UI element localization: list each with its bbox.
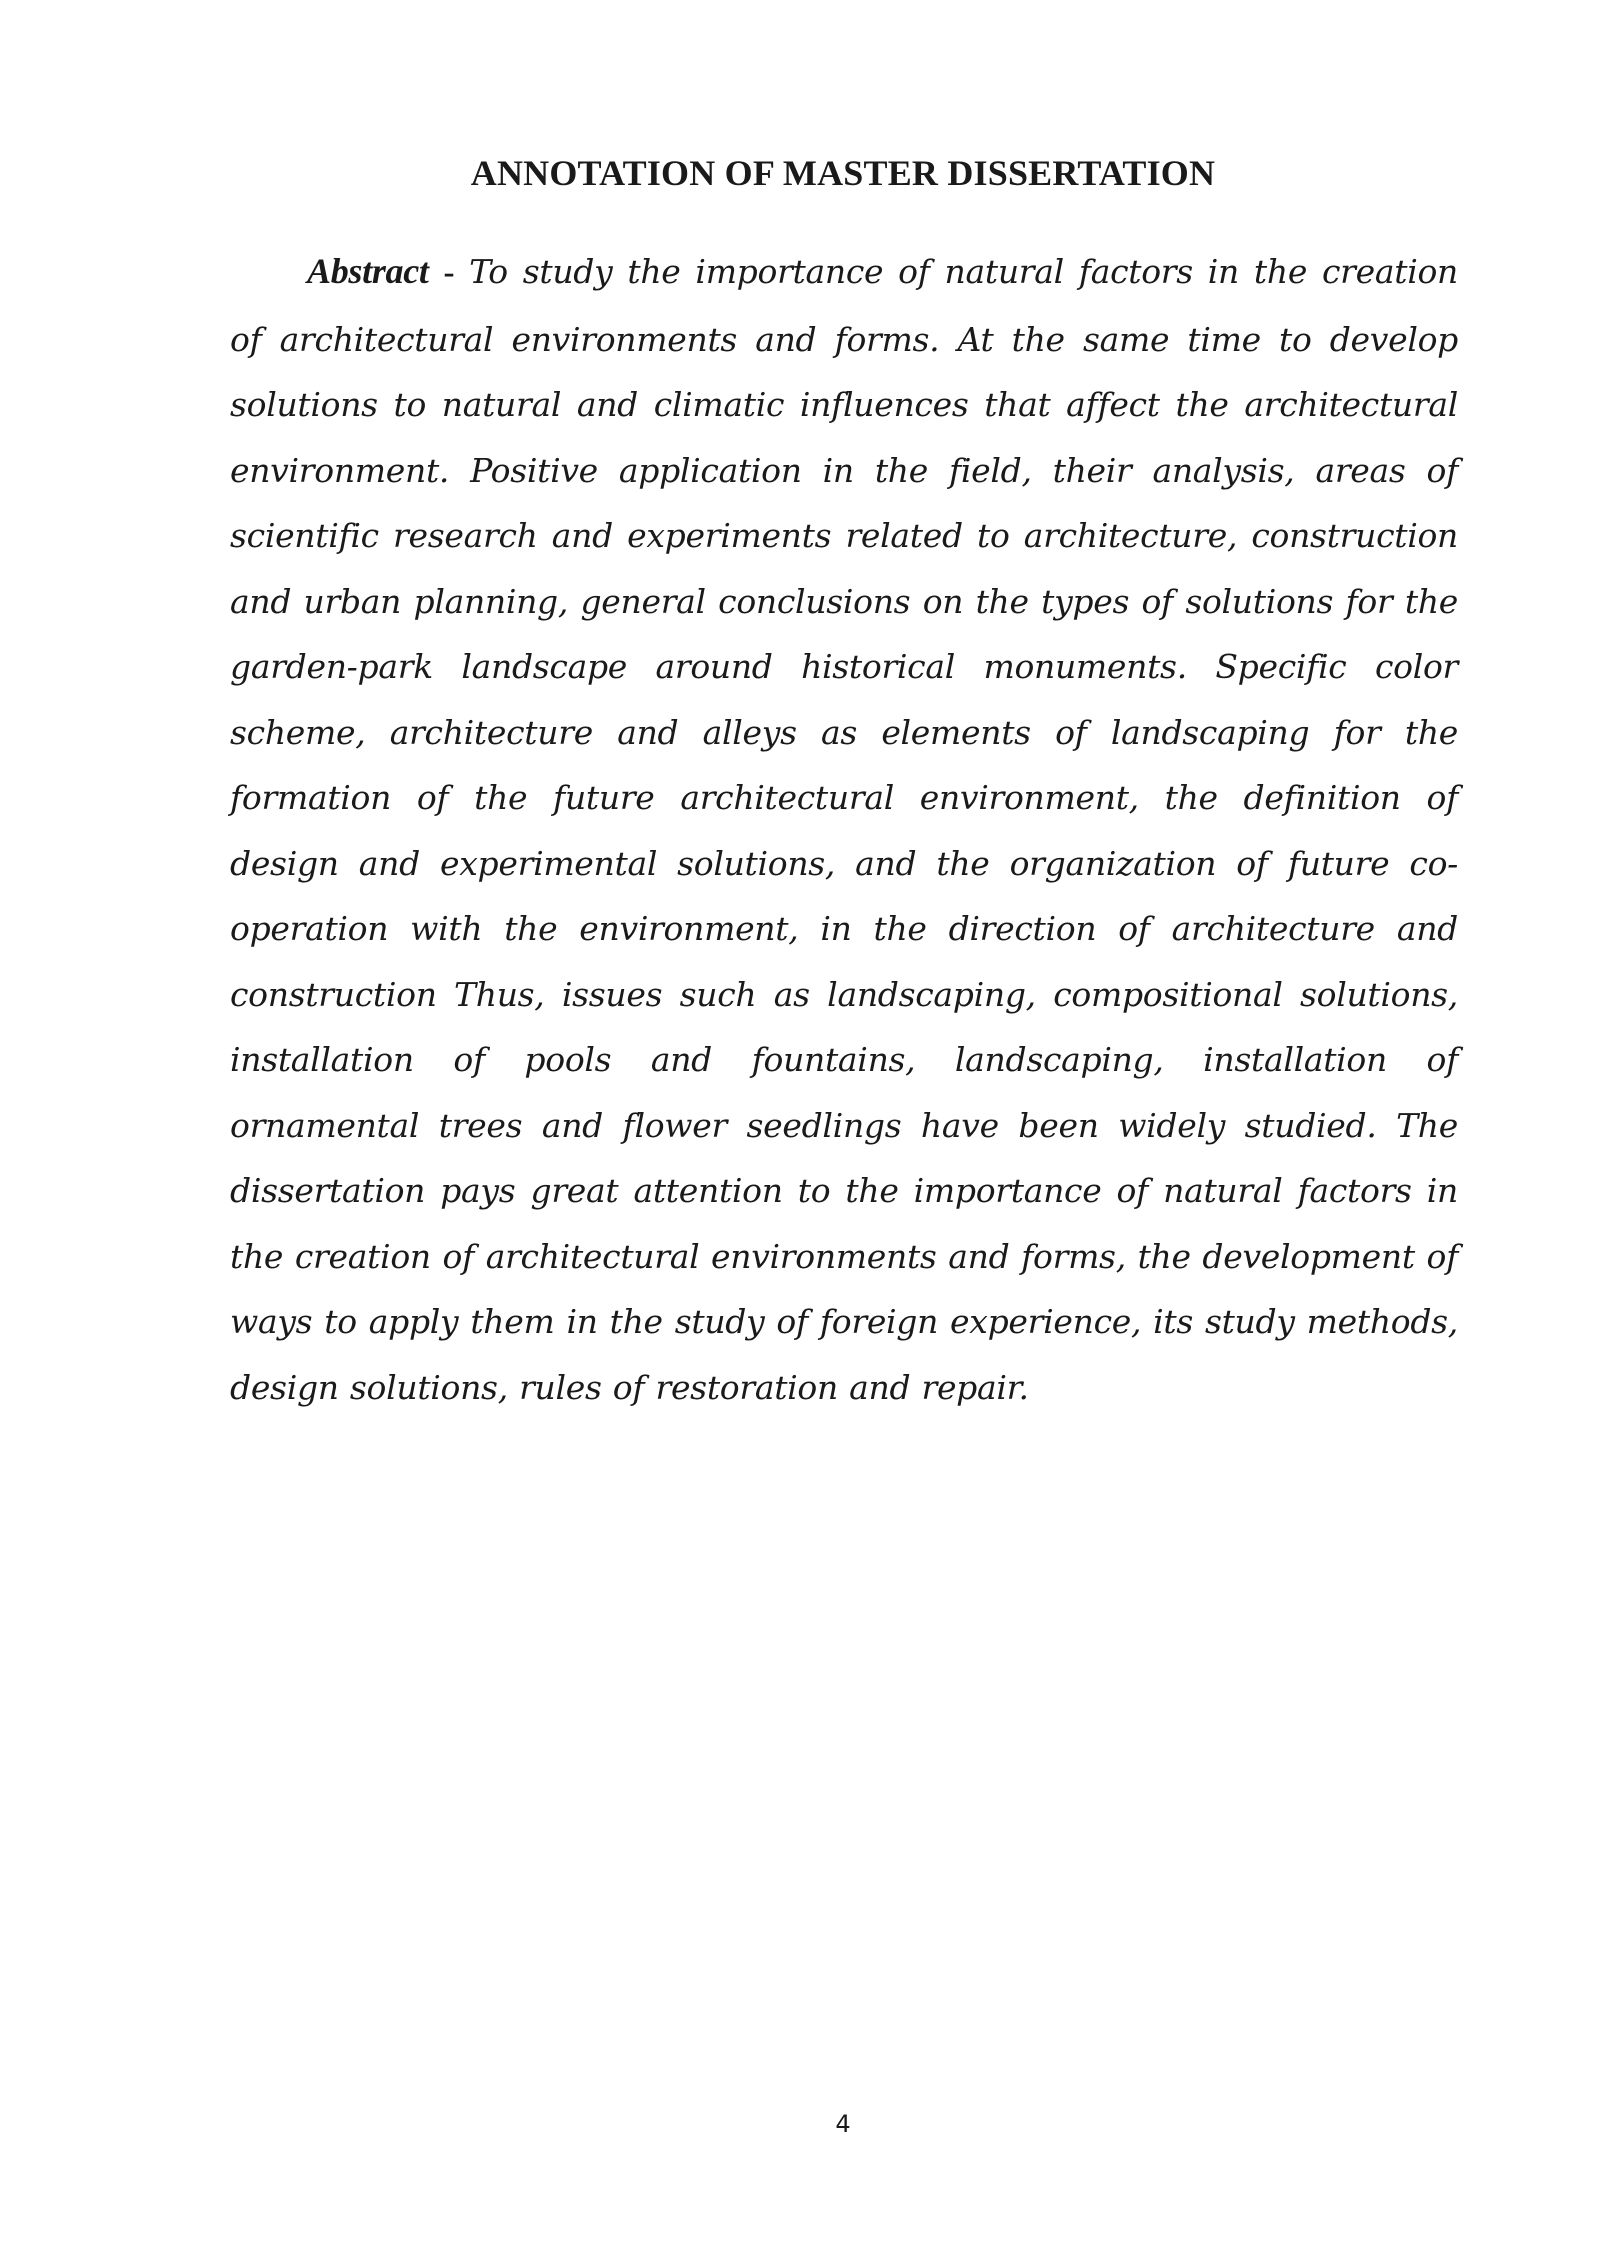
document-title: ANNOTATION OF MASTER DISSERTATION bbox=[470, 153, 1216, 193]
page-number: 4 bbox=[835, 2110, 851, 2138]
abstract-separator: - bbox=[443, 255, 455, 291]
abstract-label: Abstract bbox=[307, 251, 429, 291]
abstract-text: To study the importance of natural factors in the creation of architectural environments and forms. At the same time to develop solutions to natural and climatic influences that affect the architectural environment. Positive application in the field, their analysis, areas of scientific research and experiments related to architecture, construction and urban planning, general conclusions on the types of solutions for the garden-park landscape around historical monuments. Specific color scheme, architecture and alleys as elements of landscaping for the formation of the future architectural environment, the definition of design and experimental solutions, and the organization of future co-operation with the environment, in the direction of architecture and construction Thus, issues such as landscaping, compositional solutions, installation of pools and fountains, landscaping, installation of ornamental trees and flower seedlings have been widely studied. The dissertation pays great attention to the importance of natural factors in the creation of architectural environments and forms, the development of ways to apply them in the study of foreign experience, its study methods, design solutions, rules of restoration and repair. bbox=[230, 252, 1458, 1407]
abstract-paragraph bbox=[230, 239, 1458, 1420]
